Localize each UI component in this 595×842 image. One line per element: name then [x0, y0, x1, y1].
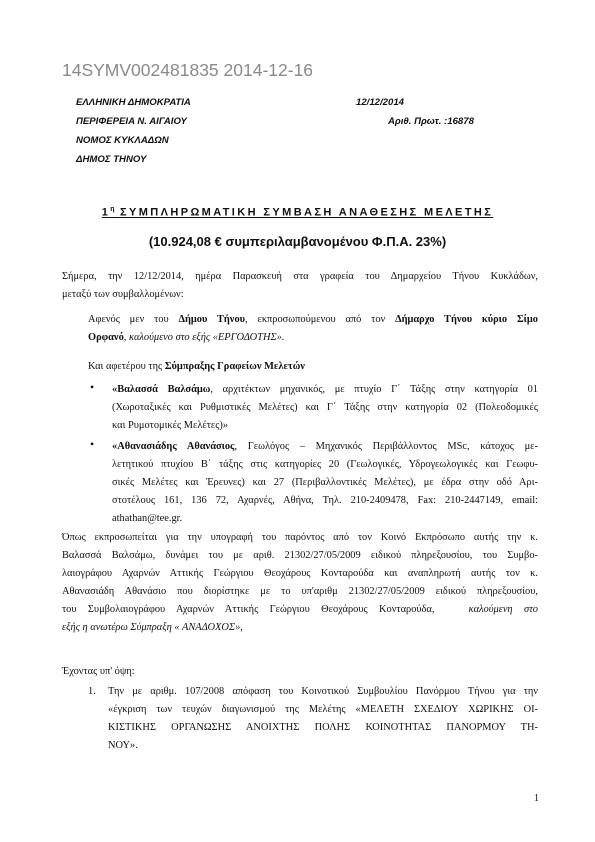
item-decision: Την με αριθμ. 107/2008 απόφαση του Κοινοτικού Συμβουλίου Πανόρμου Τήνου για την «έγκριση των τευχών διαγωνισμού της Μελέτης «ΜΕΛΕΤΗ ΣΧΕΔΙΟΥ ΧΩΡΙΚΗΣ ΟΙ- ΚΙΣΤΙΚΗΣ ΟΡΓΑΝΩΣΗΣ ΑΝΟΙΧΤΗΣ ΠΟΛΗΣ ΚΟΙΝΟΤΗΤΑΣ ΠΑΝΟΡΜΟΥ ΤΗ- ΝΟΥ».: [108, 686, 538, 751]
bullet-marker: •: [90, 437, 95, 451]
bullet-marker: •: [90, 380, 95, 394]
header-date: 12/12/2014: [356, 97, 405, 108]
considering-heading: Έχοντας υπ' όψη:: [62, 666, 135, 677]
header-municipality: ΔΗΜΟΣ ΤΗΝΟΥ: [76, 154, 147, 165]
contract-amount: (10.924,08 € συμπεριλαμβανομένου Φ.Π.Α. 23%): [148, 234, 447, 249]
intro-paragraph: Σήμερα, την 12/12/2014, ημέρα Παρασκευή στα γραφεία του Δημαρχείου Τήνου Κυκλάδων, μεταξύ των συμβαλλομένων:: [62, 271, 538, 300]
header-region: ΠΕΡΙΦΕΡΕΙΑ Ν. ΑΙΓΑΙΟΥ: [76, 116, 187, 127]
contract-title: $1^\eta$ ΣΥΜΠΛΗΡΩΜΑΤΙΚΗ ΣΥΜΒΑΣΗ ΑΝΑΘΕΣΗΣ ΜΕΛΕΤΗΣ: [101, 206, 494, 219]
party-employer: Αφενός μεν του Δήμου Τήνου, εκπροσωπούμενου από τον Δήμαρχο Τήνου κύριο Σίμο Ορφανό, καλούμενο στο εξής «ΕΡΓΟΔΟΤΗΣ».: [88, 314, 538, 343]
page-number: 1: [534, 793, 539, 804]
ada-stamp: 14SYMV002481835 2014-12-16: [62, 60, 314, 80]
header-protocol-number: Αριθ. Πρωτ. :16878: [388, 116, 474, 127]
header-prefecture: ΝΟΜΟΣ ΚΥΚΛΑΔΩΝ: [76, 135, 169, 146]
party-contractor-intro: Και αφετέρου της Σύμπραξης Γραφείων Μελετών: [88, 361, 305, 372]
header-republic: ΕΛΛΗΝΙΚΗ ΔΗΜΟΚΡΑΤΙΑ: [76, 97, 191, 108]
member-valassa: «Βαλασσά Βαλσάμω, αρχιτέκτων μηχανικός, με πτυχίο Γ΄ Τάξης στην κατηγορία 01 (Χωροταξικές και Ρυθμιστικές Μελέτες) και Γ΄ Τάξης στην κατηγορία 02 (Πολεοδομικές και Ρυμοτομικές Μελέτες)»: [112, 384, 538, 431]
item-number: 1.: [88, 686, 96, 697]
representation-paragraph: Όπως εκπροσωπείται για την υπογραφή του παρόντος από τον Κοινό Εκπρόσωπο αυτής την κ. Βαλασσά Βαλσάμω, δυνάμει του με αριθ. 21302/27/05/2009 ειδικού πληρεξουσίου, του Συμβο- λαιογράφου Αχαρνών Αττικής Γεώργιου Θεοχάρους Κονταρούδα και αναπληρωτή αυτής τον κ. Αθανασιάδη Αθανάσιο που διορίστηκε με το υπ'αριθμ 21302/27/05/2009 ειδικού πληρεξουσίου, του Συμβολαιογράφου Αχαρνών Αττικής Γεώργιου Θεοχάρους Κονταρούδα, καλούμενη στο εξής η ανωτέρω Σύμπραξη « ΑΝΑΔΟΧΟΣ»,: [62, 532, 539, 633]
member-athanasiadis: «Αθανασιάδης Αθανάσιος, Γεωλόγος – Μηχανικός Περιβάλλοντος MSc, κάτοχος με- λετητικού πτυχίου Β΄ τάξης στις κατηγορίες 20 (Γεωλογικές, Υδρογεωλογικές και Γεωφυ- σικές Μελέτες και Έρευνες) και 27 (Περιβαλλοντικές Μελέτες), με έδρα στην οδό Αρι- στοτέλους 161, 136 72, Αχαρνές, Αθήνα, Τηλ. 210-2409478, Fax: 210-2447149, email: athathan@tee.gr.: [112, 441, 538, 524]
